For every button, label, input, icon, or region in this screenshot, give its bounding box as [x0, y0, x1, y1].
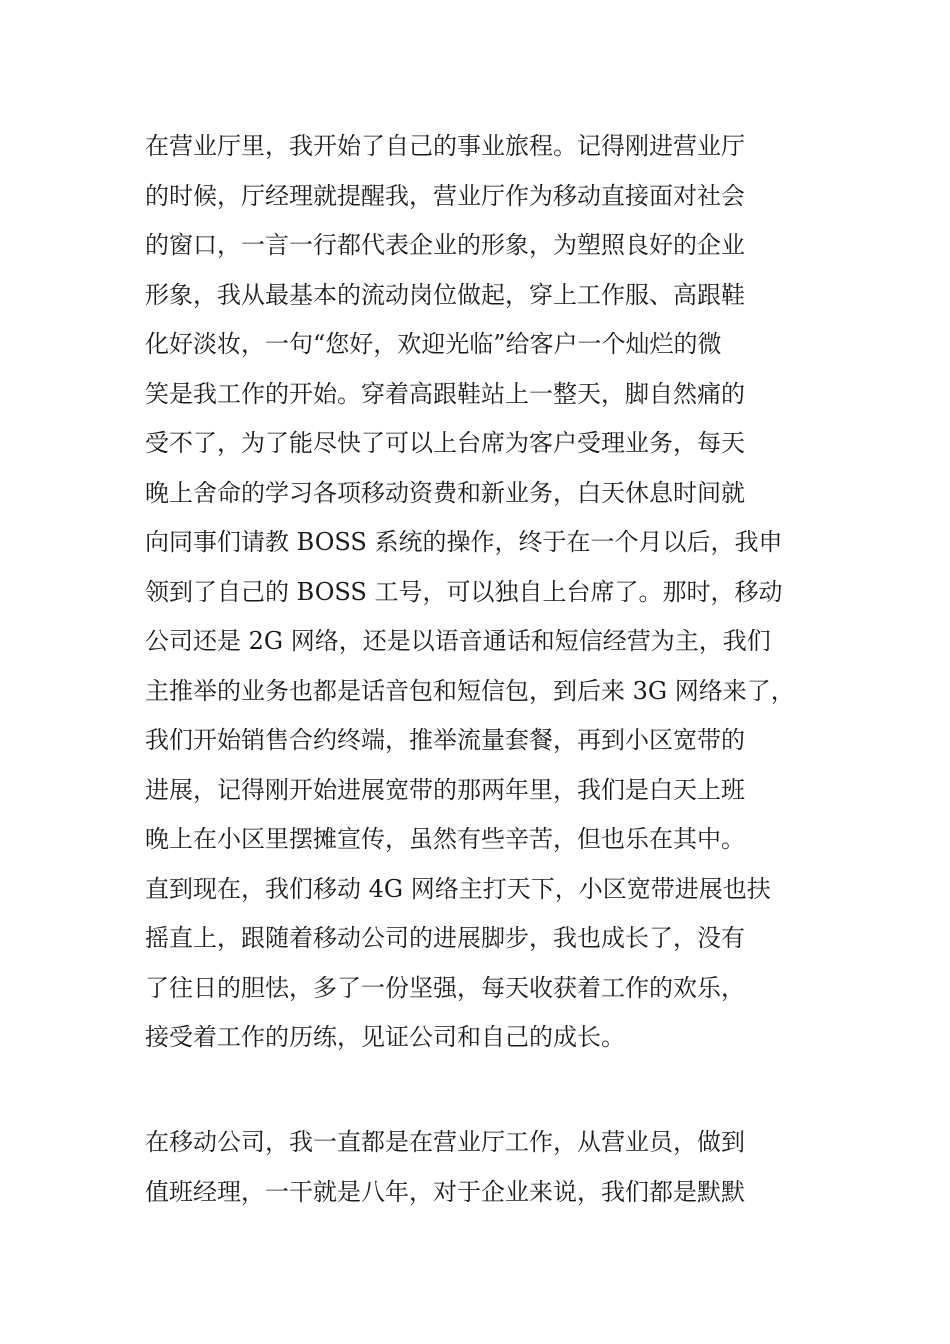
text-line: 向同事们请教 BOSS 系统的操作，终于在一个月以后，我申	[145, 528, 783, 556]
text-line: 领到了自己的 BOSS 工号，可以独自上台席了。那时，移动	[145, 577, 783, 606]
text-line: 笑是我工作的开始。穿着高跟鞋站上一整天，脚自然痛的	[145, 379, 745, 408]
paragraph-2	[145, 1118, 835, 1217]
text-line: 的时候，厅经理就提醒我，营业厅作为移动直接面对社会	[145, 181, 745, 210]
text-line: 在移动公司，我一直都是在营业厅工作，从营业员，做到	[145, 1128, 745, 1156]
text-line: 接受着工作的历练，见证公司和自己的成长。	[145, 1023, 625, 1051]
text-line: 晚上舍命的学习各项移动资费和新业务，白天休息时间就	[145, 478, 745, 507]
text-line: 的窗口，一言一行都代表企业的形象，为塑照良好的企业	[145, 231, 745, 259]
paragraph-1	[145, 122, 835, 1063]
text-line: 摇直上，跟随着移动公司的进展脚步，我也成长了，没有	[145, 924, 745, 952]
text-line: 形象，我从最基本的流动岗位做起，穿上工作服、高跟鞋	[145, 280, 745, 309]
text-line: 晚上在小区里摆摊宣传，虽然有些辛苦，但也乐在其中。	[145, 825, 745, 853]
text-line: 主推举的业务也都是话音包和短信包，到后来 3G 网络来了，	[145, 676, 795, 705]
text-line: 受不了，为了能尽快了可以上台席为客户受理业务，每天	[145, 429, 745, 457]
text-line: 公司还是 2G 网络，还是以语音通话和短信经营为主，我们	[145, 627, 771, 655]
text-line: 值班经理，一干就是八年，对于企业来说，我们都是默默	[145, 1177, 745, 1206]
text-line: 在营业厅里，我开始了自己的事业旅程。记得刚进营业厅	[145, 132, 745, 160]
text-line: 我们开始销售合约终端，推举流量套餐，再到小区宽带的	[145, 726, 745, 754]
text-line: 直到现在，我们移动 4G 网络主打天下，小区宽带进展也扶	[145, 874, 771, 903]
text-line: 进展，记得刚开始进展宽带的那两年里，我们是白天上班	[145, 775, 745, 804]
text-line: 化好淡妆，一句“您好，欢迎光临”给客户一个灿烂的微	[145, 330, 722, 358]
text-line: 了往日的胆怯，多了一份坚强，每天收获着工作的欢乐，	[145, 973, 745, 1002]
